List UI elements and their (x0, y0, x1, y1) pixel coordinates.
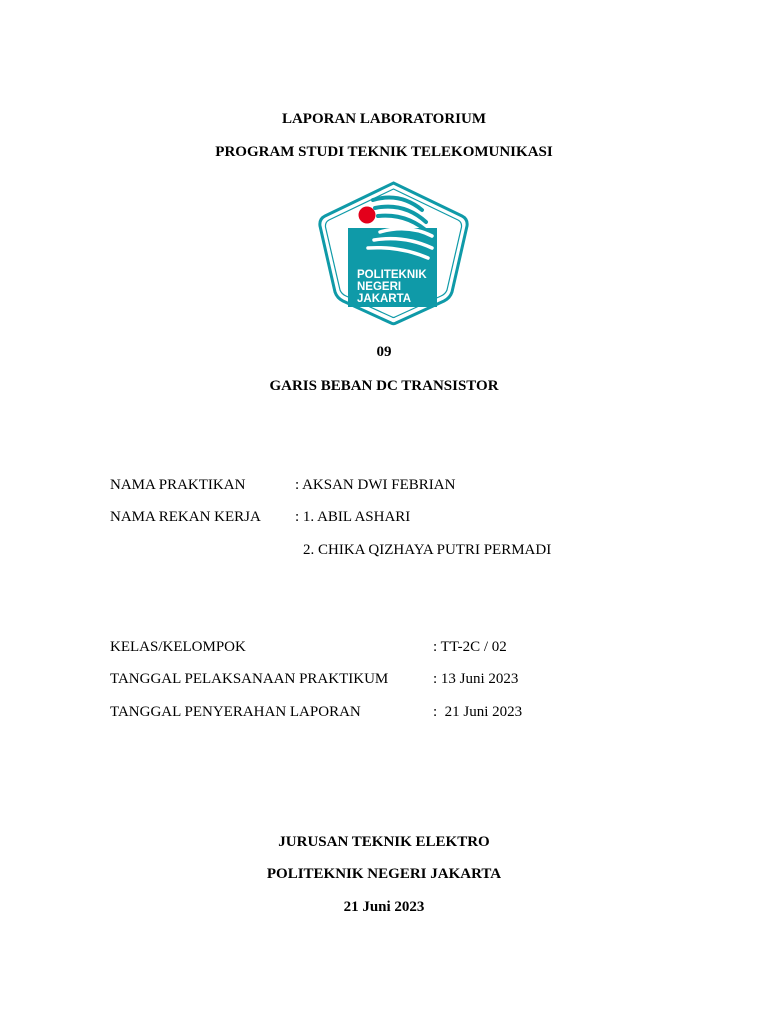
rekan-kerja-value-2: 2. CHIKA QIZHAYA PUTRI PERMADI (303, 542, 552, 558)
report-title: GARIS BEBAN DC TRANSISTOR (269, 378, 499, 394)
kelas-value: : TT-2C / 02 (433, 639, 507, 655)
praktikan-value: : AKSAN DWI FEBRIAN (295, 477, 456, 493)
institution-name: POLITEKNIK NEGERI JAKARTA (266, 866, 502, 882)
tanggal-penyerahan-value: : 21 Juni 2023 (433, 704, 523, 720)
report-date: 21 Juni 2023 (343, 899, 425, 915)
logo-text-line1: POLITEKNIK (357, 269, 427, 281)
logo-text-line2: NEGERI (357, 281, 402, 293)
report-number: 09 (376, 344, 392, 360)
kelas-label: KELAS/KELOMPOK (110, 639, 246, 655)
rekan-kerja-label: NAMA REKAN KERJA (110, 509, 261, 525)
logo-text-line3: JAKARTA (357, 293, 412, 305)
department-name: JURUSAN TEKNIK ELEKTRO (278, 834, 490, 850)
tanggal-pelaksanaan-label: TANGGAL PELAKSANAAN PRAKTIKUM (110, 671, 389, 687)
rekan-kerja-value-1: : 1. ABIL ASHARI (295, 509, 411, 525)
pnj-logo-icon (312, 180, 475, 327)
praktikan-label: NAMA PRAKTIKAN (110, 477, 246, 493)
study-program-heading: PROGRAM STUDI TEKNIK TELEKOMUNIKASI (215, 144, 553, 160)
report-heading: LAPORAN LABORATORIUM (281, 111, 487, 127)
tanggal-pelaksanaan-value: : 13 Juni 2023 (433, 671, 519, 687)
tanggal-penyerahan-label: TANGGAL PENYERAHAN LAPORAN (110, 704, 361, 720)
